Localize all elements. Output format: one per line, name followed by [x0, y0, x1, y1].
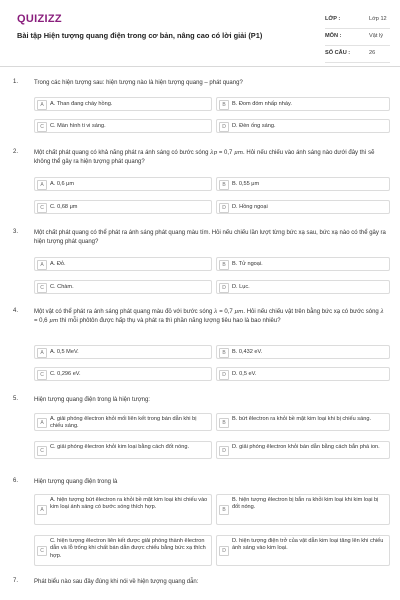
option-a[interactable] [34, 494, 212, 525]
option-text: B. hiện tượng êlectron bị bắn ra khỏi kim loại khi kim loại bị đốt nóng. [232, 497, 379, 511]
option-letter: C [37, 446, 47, 456]
option-letter: D [219, 283, 229, 293]
option-text: B. 0,432 eV. [232, 349, 263, 355]
meta-label: MÔN : [325, 33, 342, 39]
option-text: C. Màn hình ti vi sáng. [50, 123, 106, 129]
option-a[interactable] [34, 345, 212, 359]
unit-symbol: μm [234, 309, 244, 315]
option-b[interactable] [216, 494, 390, 525]
option-letter: B [219, 505, 229, 515]
option-letter: C [37, 122, 47, 132]
option-letter: D [219, 122, 229, 132]
worksheet-meta [325, 12, 390, 63]
option-c[interactable] [34, 200, 212, 214]
option-text: A. 0,6 μm [50, 181, 75, 187]
option-text: B. 0,55 μm [232, 181, 260, 187]
option-c[interactable] [34, 367, 212, 381]
option-c[interactable] [34, 441, 212, 459]
option-d[interactable] [216, 441, 390, 459]
option-a[interactable] [34, 257, 212, 271]
question-text: Hiện tượng quang điện trong là hiện tượng: [34, 397, 150, 403]
option-text: A. hiện tượng bứt êlectron ra khỏi bề mặt kim loại khi chiếu vào kim loại ánh sáng có bước sóng thích hợp. [50, 497, 208, 511]
option-text: A. Than đang cháy hồng. [50, 101, 113, 107]
question-number: 1. [13, 79, 19, 85]
option-d[interactable] [216, 280, 390, 294]
option-letter: C [37, 370, 47, 380]
option-d[interactable] [216, 200, 390, 214]
option-letter: C [37, 203, 47, 213]
question-text: Một vật có thể phát ra ánh sáng phát quang màu đỏ với bước sóng λ = 0,7 μm. Hỏi nếu chiếu vật trên bằng bức xạ có bước sóng λ = 0,6 μm thì mỗi phôtôn được hấp thụ và phát ra thì phần năng lượng tiêu hao là bao nhiêu? [34, 309, 384, 324]
option-text: D. Lục. [232, 284, 250, 290]
unit-symbol: μm [49, 317, 59, 324]
page-title: Bài tập Hiện tượng quang điện trong cơ bản, nâng cao có lời giải (P1) [17, 31, 263, 40]
option-letter: C [37, 283, 47, 293]
question-number: 4. [13, 308, 19, 314]
option-b[interactable] [216, 413, 390, 431]
wavelength-symbol: λ [214, 309, 218, 315]
option-d[interactable] [216, 119, 390, 133]
option-b[interactable] [216, 97, 390, 111]
meta-label: LỚP : [325, 16, 341, 22]
question-number: 3. [13, 229, 19, 235]
option-text: D. hiện tượng điện trở của vật dẫn kim loại tăng lên khi chiếu ánh sáng vào kim loại. [232, 538, 384, 552]
question-text: Trong các hiện tượng sau: hiện tượng nào là hiện tượng quang – phát quang? [34, 80, 243, 86]
meta-value: Lớp 12 [369, 16, 387, 22]
option-text: D. 0,5 eV. [232, 371, 257, 377]
option-letter: B [219, 260, 229, 270]
option-letter: A [37, 180, 47, 190]
quizizz-logo: QUIZIZZ [17, 13, 62, 25]
option-a[interactable] [34, 413, 212, 431]
option-b[interactable] [216, 177, 390, 191]
option-letter: D [219, 446, 229, 456]
option-text: C. 0,296 eV. [50, 371, 81, 377]
question-text: Một chất phát quang có thể phát ra ánh sáng phát quang màu tím. Hỏi nếu chiếu lần lượt từng bức xạ sau, bức xạ nào có thể gây ra hiện tượng phát quang? [34, 230, 386, 245]
option-b[interactable] [216, 345, 390, 359]
worksheet-header [0, 0, 400, 67]
option-text: C. hiện tượng êlectron liên kết được giải phóng thành êlectron dẫn và lỗ trống khi chất bán dẫn được chiếu bằng bức xạ thích hợp. [50, 538, 206, 559]
option-c[interactable] [34, 535, 212, 566]
option-letter: A [37, 505, 47, 515]
wavelength-symbol: λp [210, 150, 218, 156]
option-letter: D [219, 546, 229, 556]
wavelength-symbol: λ [380, 309, 384, 315]
unit-symbol: μm [234, 150, 244, 156]
meta-value: Vật lý [369, 33, 383, 39]
option-text: D. giải phóng êlectron khỏi bán dẫn bằng cách bắn phá ion. [232, 444, 380, 450]
option-text: D. Hồng ngoại [232, 204, 268, 210]
option-d[interactable] [216, 367, 390, 381]
option-letter: A [37, 100, 47, 110]
question-text: Một chất phát quang có khả năng phát ra ánh sáng có bước sóng λp = 0,7 μm. Hỏi nếu chiếu vào ánh sáng nào dưới đây thì sẽ không thể gây ra hiện tượng phát quang? [34, 150, 375, 165]
question-text: Hiện tượng quang điện trong là [34, 479, 118, 485]
question-number: 2. [13, 149, 19, 155]
meta-value: 26 [369, 50, 376, 56]
option-text: A. Đỏ. [50, 261, 66, 267]
option-letter: C [37, 546, 47, 556]
option-text: A. giải phóng êlectron khỏi mối liên kết trong bán dẫn khi bị chiếu sáng. [50, 416, 197, 430]
option-letter: A [37, 260, 47, 270]
option-letter: B [219, 180, 229, 190]
meta-label: SỐ CÂU : [325, 50, 351, 56]
option-a[interactable] [34, 97, 212, 111]
option-letter: D [219, 203, 229, 213]
option-a[interactable] [34, 177, 212, 191]
meta-row-count [325, 46, 390, 63]
option-text: B. Tử ngoại. [232, 261, 263, 267]
option-letter: A [37, 348, 47, 358]
option-c[interactable] [34, 280, 212, 294]
option-text: C. giải phóng êlectron khỏi kim loại bằng cách đốt nóng. [50, 444, 189, 450]
option-c[interactable] [34, 119, 212, 133]
option-text: B. bứt êlectron ra khỏi bề mặt kim loại khi bị chiếu sáng. [232, 416, 371, 422]
option-text: B. Đom đóm nhấp nháy. [232, 101, 292, 107]
option-letter: B [219, 418, 229, 428]
option-d[interactable] [216, 535, 390, 566]
option-b[interactable] [216, 257, 390, 271]
option-text: D. Đèn ống sáng. [232, 123, 276, 129]
question-number: 5. [13, 396, 19, 402]
option-letter: B [219, 100, 229, 110]
option-text: A. 0,5 MeV. [50, 349, 79, 355]
question-number: 6. [13, 478, 19, 484]
meta-row-subject [325, 29, 390, 46]
option-letter: A [37, 418, 47, 428]
option-letter: B [219, 348, 229, 358]
meta-row-class [325, 12, 390, 29]
option-text: C. Chàm. [50, 284, 74, 290]
option-text: C. 0,68 μm [50, 204, 78, 210]
question-text: Phát biểu nào sau đây đúng khi nói về hiện tượng quang dẫn: [34, 579, 199, 585]
question-number: 7. [13, 578, 19, 584]
option-letter: D [219, 370, 229, 380]
